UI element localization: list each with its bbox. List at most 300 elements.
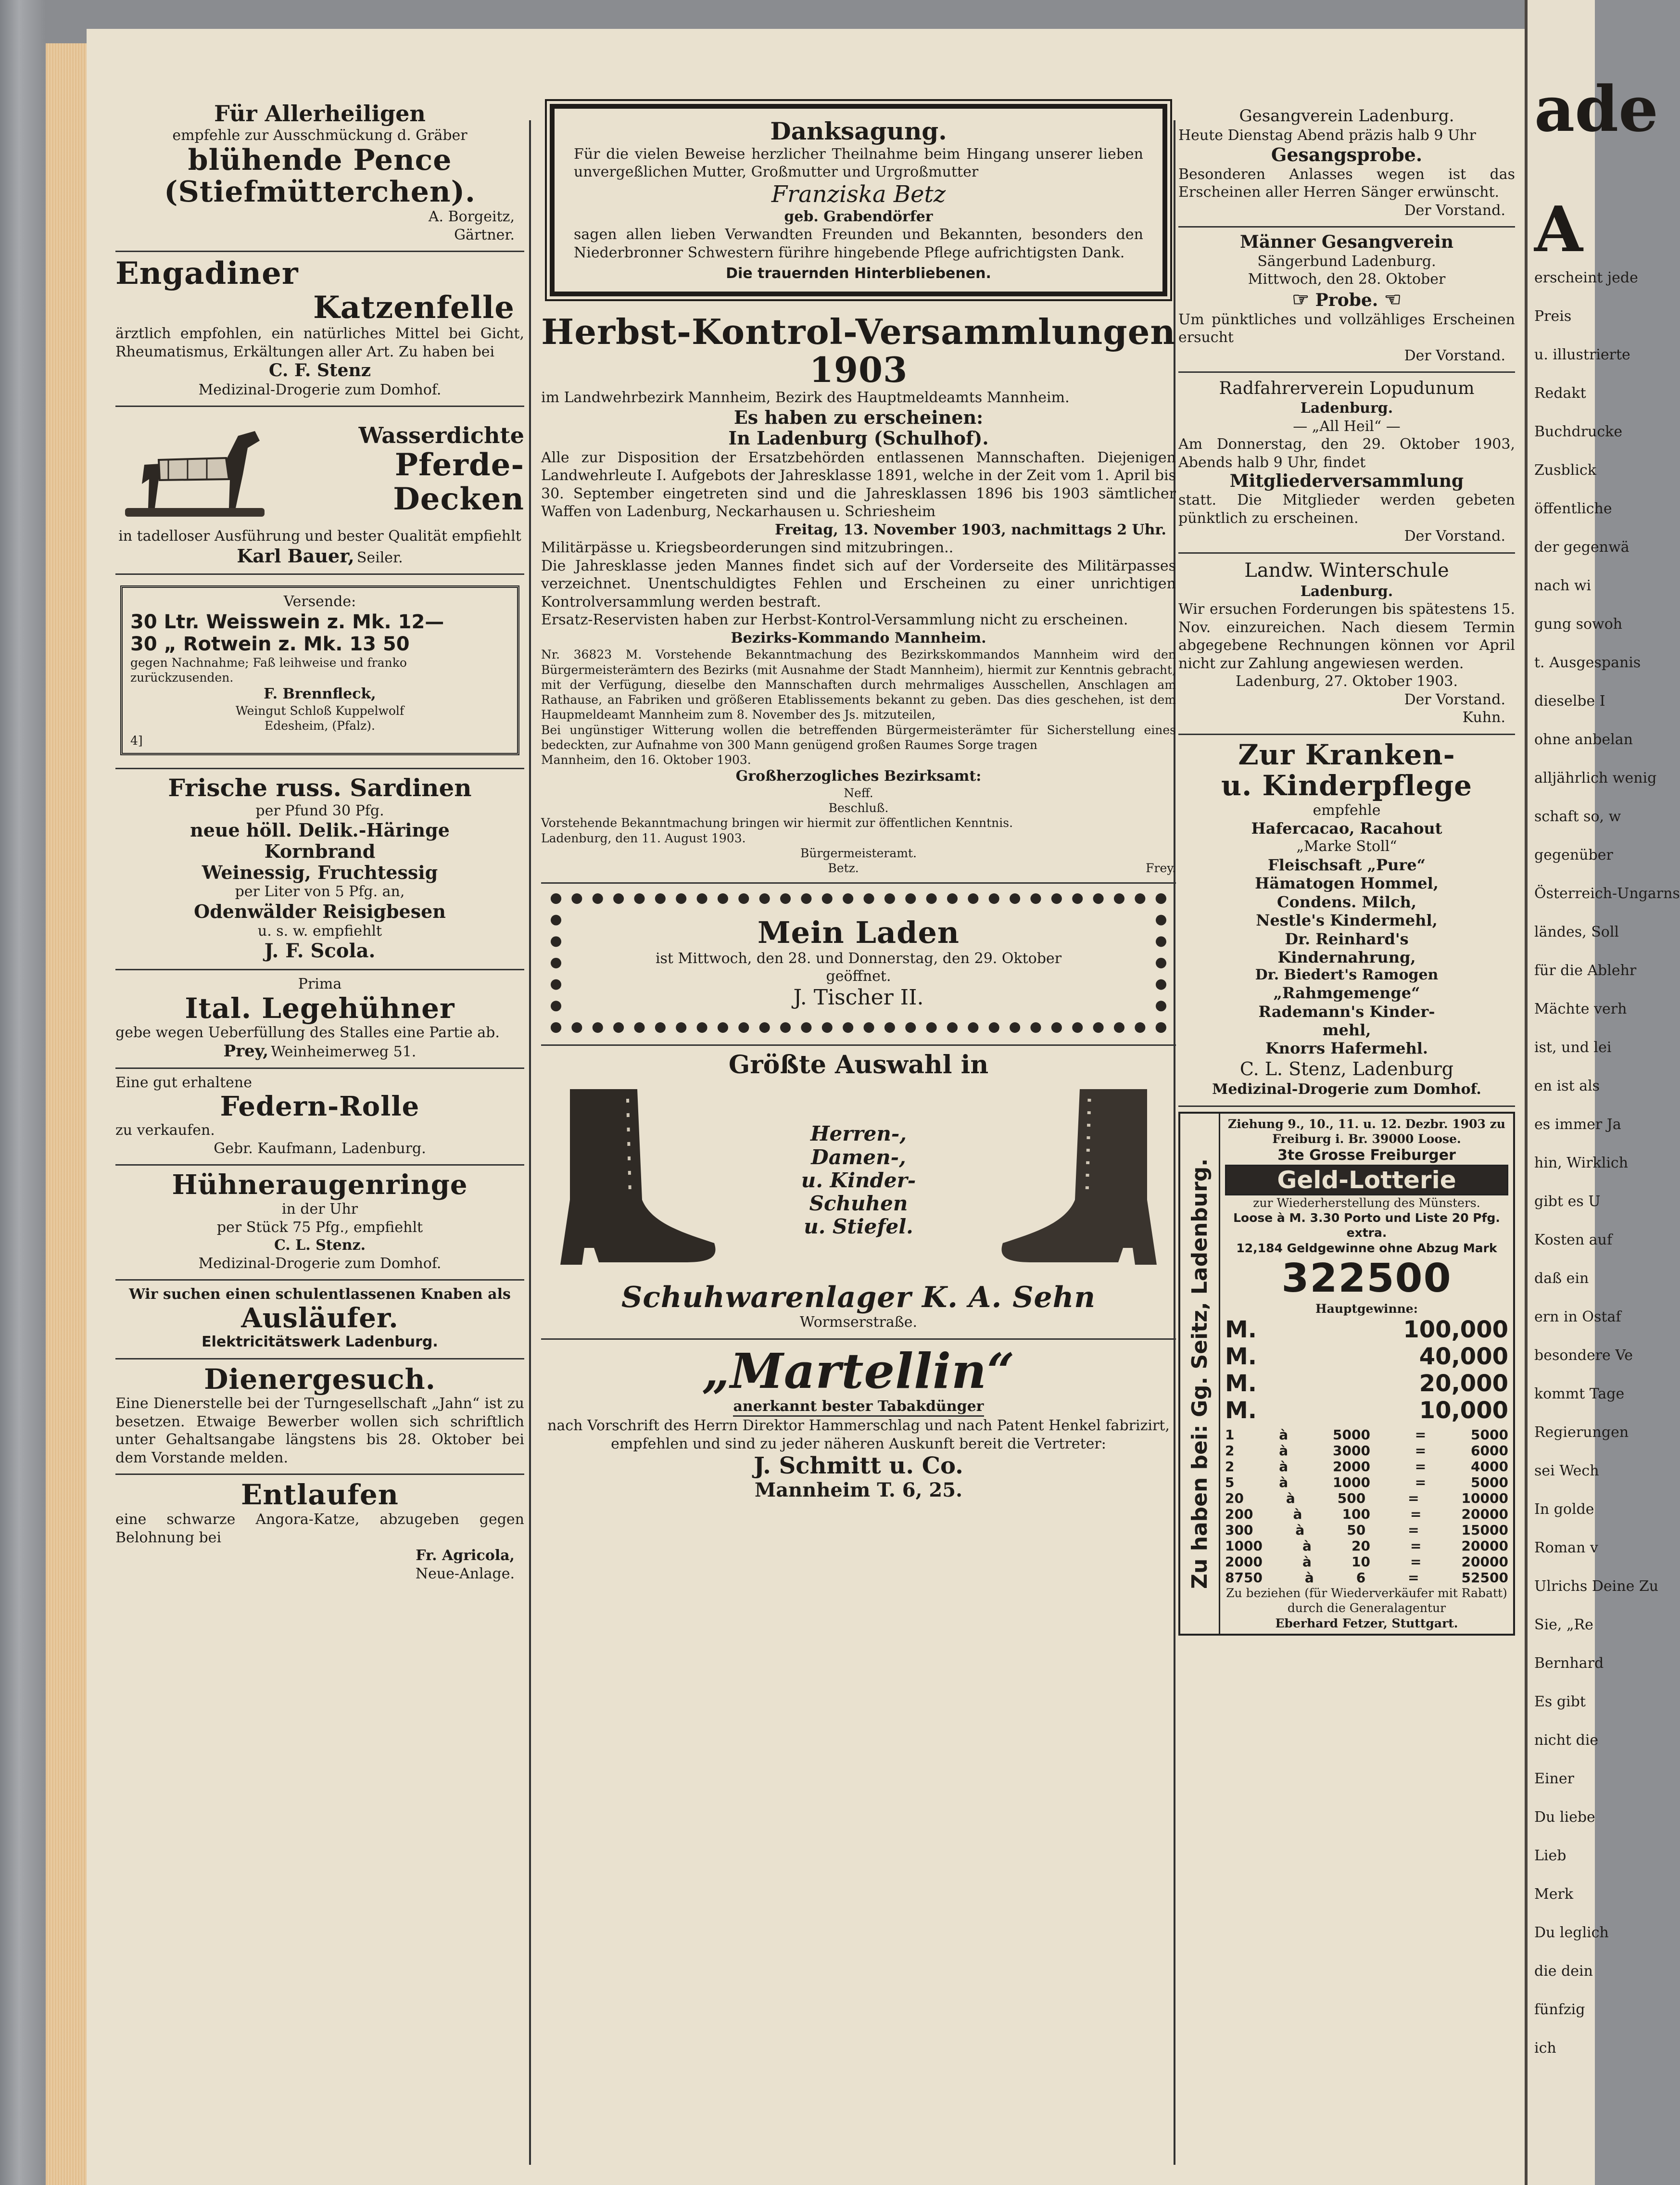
prize-cell: = [1408,1490,1419,1507]
ad-advertiser: J. Tischer II. [793,985,924,1010]
ad-katzenfelle [115,252,524,407]
product-item: Condens. Milch, [1277,892,1416,911]
ad-text: eine schwarze Angora-Katze, abzugeben gegen Belohnung bei [115,1511,524,1546]
notice-text: Ersatz-Reservisten haben zur Herbst-Kontrol-Versammlung nicht zu erscheinen. [541,611,1128,629]
ad-advertiser: F. Brennfleck, [264,686,376,703]
ad-schuhe [541,1046,1176,1339]
currency-label: M. [1225,1397,1257,1424]
ad-headline: (Stiefmütterchen). [164,175,476,209]
prize-cell: 2 [1225,1459,1235,1475]
notice-gesangverein [1178,101,1515,228]
lottery-total: 322500 [1281,1255,1452,1301]
ad-text: in der Uhr [281,1201,358,1218]
adjacent-page-line: Ulrichs Deine Zu [1534,1578,1659,1595]
prize-cell: 8750 [1225,1570,1263,1586]
prize-cell: = [1415,1443,1427,1459]
product-item: „Rahmgemenge“ [1273,984,1420,1003]
ad-headline: Dienergesuch. [204,1362,436,1396]
product-item: Rademann's Kinder- [1258,1002,1435,1021]
ad-address: Medizinal-Drogerie zum Domhof. [198,1255,442,1272]
prize-cell: 300 [1225,1522,1253,1538]
prize-table-row [1225,1538,1508,1554]
notice-text: Alle zur Disposition der Ersatzbehörden entlassenen Mannschaften. Diejenigen Landwehrleute I. Aufgebots der Jahresklasse 1891, welche in der Zeit vom 1. April bis 30. September eingetreten sind und die Jahresklassen 1896 bis 1903 sämtlicher Waffen von Ladenburg, Neckarhausen u. Schriesheim [541,449,1176,521]
notice-text: — „All Heil“ — [1293,418,1401,435]
adjacent-page-line: Buchdrucke [1534,423,1623,440]
prize-amount: 10,000 [1419,1397,1508,1424]
notice-signature: Frey. [1146,861,1176,876]
notice-text: Nr. 36823 M. Vorstehende Bekanntmachung des Bezirkskommandos Mannheim wird den Bürgermeisterämtern des Bezirks (mit Ausnahme der Stadt Mannheim), hiermit zur Kenntnis gebracht, mit der Verfügung, dieselbe den Mannschaften durch mehrmaliges Ausschellen, Anschlagen am Rathause, an Fabriken und größeren Etablissements bekannt zu geben. Das dies geschehen, ist dem Haupmeldeamt Mannheim zum 8. November des Js. mitzuteilen, [541,648,1176,722]
adjacent-page-line: A [1534,192,1583,266]
ad-heading: Eine gut erhaltene [115,1074,253,1092]
ad-entlaufen [115,1475,524,1589]
prize-cell: 10000 [1461,1490,1508,1507]
prize-cell: 5000 [1471,1474,1508,1491]
ad-advertiser: A. Borgeitz, [428,208,515,226]
notice-date: Ladenburg, 27. Oktober 1903. [1235,673,1458,690]
lottery-vendor-strip [1180,1114,1220,1634]
prize-cell: 20 [1351,1538,1370,1554]
ad-product: Odenwälder Reisigbesen [194,900,446,922]
product-item: Knorrs Hafermehl. [1265,1039,1428,1058]
notice-text: Für die vielen Beweise herzlicher Theilnahme beim Hingang unserer lieben unvergeßlichen Mutter, Großmutter und Urgroßmutter [574,145,1143,180]
ad-text: Eine Dienerstelle bei der Turngesellschaft „Jahn“ ist zu besetzen. Etwaige Bewerber wollen sich schriftlich unter Gehaltsangabe längstens bis 28. Oktober bei dem Vorstande melden. [115,1395,524,1466]
notice-text: Die Jahresklasse jeden Mannes findet sich auf der Vorderseite des Militärpasses verzeichnet. Unentschuldigtes Fehlen und Erscheinen zu einer unrichtigen Kontrolversammlung werden bestraft. [541,557,1176,610]
ad-address: Mannheim T. 6, 25. [754,1479,963,1502]
ad-text: empfehle [1313,801,1381,819]
ad-advertiser-trade: Seiler. [356,549,403,566]
ad-heading: Versende: [283,593,356,610]
prize-cell: 52500 [1461,1570,1508,1586]
ad-krankenpflege [1178,735,1515,1107]
adjacent-page-line: ade [1534,72,1658,146]
wine-offer-red: 30 „ Rotwein z. Mk. 13 50 [130,633,410,655]
ad-text: geöffnet. [826,968,891,985]
notice-text: sagen allen lieben Verwandten Freunden und Bekannten, besonders den Niederbronner Schwestern fürihre hingebende Pflege aufrichtigsten Dank. [574,226,1143,261]
lottery-main-prizes-label: Hauptgewinne: [1315,1301,1418,1316]
ad-headline: Pferde- [394,447,524,483]
prize-table-row [1225,1522,1508,1538]
ad-text: gebe wegen Ueberfüllung des Stalles eine Partie ab. [115,1024,500,1042]
prize-cell: à [1302,1554,1312,1570]
adjacent-page-line: Regierungen [1534,1424,1629,1441]
ad-advertiser-trade: Gärtner. [454,226,515,243]
ad-headline: Zur Kranken- [1238,738,1455,771]
ad-advertiser: J. F. Scola. [264,940,376,963]
notice-title: Radfahrerverein Lopudunum [1219,379,1475,399]
product-item: Dr. Reinhard's [1285,929,1409,948]
notice-signature: Der Vorstand. [1404,202,1505,219]
notice-text: Ladenburg. [1300,400,1393,417]
prize-cell: 5000 [1333,1427,1370,1443]
prize-cell: à [1279,1443,1288,1459]
adjacent-page-line: öffentliche [1534,500,1612,517]
product-item: Hämatogen Hommel, [1255,874,1439,893]
notice-text: Um pünktliches und vollzähliges Erscheinen ersucht [1178,311,1515,346]
adjacent-page-line: hin, Wirklich [1534,1155,1629,1171]
adjacent-page-line: daß ein [1534,1270,1589,1287]
notice-kontrolversammlung [541,308,1176,884]
notice-text: Heute Dienstag Abend präzis halb 9 Uhr [1178,127,1476,144]
ad-address: Medizinal-Drogerie zum Domhof. [1212,1081,1481,1098]
prize-cell: 5 [1225,1474,1235,1491]
prize-cell: à [1302,1538,1312,1554]
prize-cell: 2000 [1225,1554,1263,1570]
prize-cell: = [1415,1474,1427,1491]
prize-cell: 4000 [1471,1459,1508,1475]
notice-signature: Betz. [828,861,859,876]
notice-authority: Bürgermeisteramt. [800,846,917,860]
prize-cell: 2000 [1333,1459,1370,1475]
adjacent-page-line: Roman v [1534,1539,1598,1556]
ad-headline: Ital. Legehühner [185,991,455,1025]
prize-table-row [1225,1490,1508,1506]
adjacent-page-line: die dein [1534,1963,1593,1980]
adjacent-page-line: Bernhard [1534,1655,1604,1672]
product-item: „Marke Stoll“ [1296,838,1397,855]
horse-illustration [115,412,274,527]
notice-heading: Beschluß. [828,801,889,815]
notice-date: Freitag, 13. November 1903, nachmittags 2 Uhr. [775,521,1166,538]
lottery-headline: Geld-Lotterie [1225,1165,1508,1195]
notice-signature: Der Vorstand. [1404,691,1505,708]
prize-cell: 20 [1225,1490,1244,1507]
prize-cell: 50 [1347,1522,1366,1538]
adjacent-page-line: Du leglich [1534,1924,1609,1941]
ad-heading: Prima [298,976,342,993]
prize-cell: 6 [1356,1570,1366,1586]
notice-title: Herbst-Kontrol-Versammlungen 1903 [541,311,1176,390]
column-rule-left [529,120,531,2165]
lottery-distributor: Eberhard Fetzer, Stuttgart. [1275,1616,1458,1630]
ad-advertiser: C. L. Stenz. [274,1237,366,1254]
ad-advertiser: Fr. Agricola, [416,1547,515,1564]
prize-cell: à [1279,1459,1288,1475]
ad-text: ist Mittwoch, den 28. und Donnerstag, den 29. Oktober [655,950,1062,967]
notice-text: Wir ersuchen Forderungen bis spätestens 15. Nov. einzureichen. Nach diesem Termin abgegebene Rechnungen können vor April nicht zur Zahlung angewiesen werden. [1178,601,1515,672]
notice-text: Militärpässe u. Kriegsbeorderungen sind mitzubringen.. [541,539,954,557]
prize-cell: 1000 [1225,1538,1263,1554]
product-item: Hafercacao, Racahout [1251,819,1442,838]
adjacent-page-line: Einer [1534,1770,1574,1787]
ad-headline: Ausläufer. [241,1302,399,1334]
prize-cell: = [1410,1506,1422,1523]
lottery-price: Loose à M. 3.30 Porto und Liste 20 Pfg. extra. [1233,1211,1500,1240]
adjacent-page-line: In golde [1534,1501,1594,1518]
ad-text: gegen Nachnahme; Faß leihweise und franko zurückzusenden. [130,655,407,685]
ad-text: per Stück 75 Pfg., empfiehlt [216,1219,423,1236]
adjacent-page-line: Zusblick [1534,462,1596,479]
prize-cell: à [1286,1490,1295,1507]
ad-headline: Decken [393,481,524,517]
deceased-name: Franziska Betz [771,180,946,208]
ad-geldlotterie [1178,1112,1515,1636]
ad-address: Edesheim, (Pfalz). [265,718,375,733]
notice-heading: Gesangsprobe. [1271,144,1423,165]
ad-headline: „Martellin“ [702,1342,1015,1399]
adjacent-page-line: besondere Ve [1534,1347,1633,1364]
prize-cell: 1000 [1333,1474,1370,1491]
adjacent-page-line: ohne anbelan [1534,731,1633,748]
ad-advertiser: Karl Bauer, [237,545,354,567]
ad-advertiser: Schuhwarenlager K. A. Sehn [621,1281,1096,1315]
prize-table-row [1225,1427,1508,1443]
adjacent-page-line: nach wi [1534,577,1592,594]
prize-table-row [1225,1570,1508,1586]
prize-cell: à [1279,1427,1288,1443]
notice-date: Ladenburg, den 11. August 1903. [541,831,746,845]
adjacent-page-line: der gegenwä [1534,539,1629,556]
notice-authority: Großherzogliches Bezirksamt: [735,768,982,785]
ad-headline: Entlaufen [241,1478,399,1512]
adjacent-page-line: gung sowoh [1534,616,1623,633]
wine-offer-white: 30 Ltr. Weisswein z. Mk. 12— [130,610,444,633]
prize-cell: 3000 [1333,1443,1370,1459]
notice-title: Männer Gesangverein [1239,232,1454,253]
adjacent-page-line: Österreich-Ungarns [1534,885,1680,902]
product-item: mehl, [1322,1021,1371,1040]
prize-cell: 20000 [1461,1506,1508,1523]
adjacent-page-line: fünfzig [1534,2001,1585,2018]
ad-text: per Pfund 30 Pfg. [255,802,384,819]
adjacent-page-line: ich [1534,2040,1556,2057]
page-edge [46,43,89,2185]
prize-cell: = [1408,1570,1419,1586]
right-column [1178,101,1515,1640]
notice-danksagung [550,104,1167,296]
notice-text: Ladenburg. [1300,583,1393,600]
ad-text: empfehle zur Ausschmückung d. Gräber [172,127,467,144]
prize-cell: 20000 [1461,1538,1508,1554]
prize-cell: 200 [1225,1506,1253,1523]
boot-illustration-left [541,1080,724,1282]
wine-box [120,585,519,755]
shoe-category: Herren-, [810,1122,907,1146]
notice-signature: Der Vorstand. [1404,347,1505,364]
notice-text: Vorstehende Bekanntmachung bringen wir hiermit zur öffentlichen Kenntnis. [541,816,1013,830]
ad-advertiser: Gebr. Kaufmann, Ladenburg. [214,1140,426,1157]
notice-title: Danksagung. [770,117,947,145]
adjacent-page-line: Redakt [1534,385,1586,402]
ad-product: Weinessig, Fruchtessig [202,861,438,883]
adjacent-page-line: nicht die [1534,1732,1599,1749]
prize-cell: 100 [1342,1506,1370,1523]
ad-heading: Wir suchen einen schulentlassenen Knaben als [129,1286,511,1303]
adjacent-page-line: Sie, „Re [1534,1616,1593,1633]
adjacent-page-line: für die Ablehr [1534,962,1637,979]
adjacent-page-line: Mächte verh [1534,1001,1627,1017]
prize-cell: à [1279,1474,1288,1491]
prize-amount: 100,000 [1403,1316,1508,1344]
shoe-category: Damen-, [811,1145,906,1169]
lottery-title: 3te Grosse Freiburger [1277,1147,1456,1164]
adjacent-page-line: dieselbe I [1534,693,1605,710]
ad-address: Neue-Anlage. [415,1565,515,1582]
prize-cell: = [1410,1554,1422,1570]
ad-address: Weingut Schloß Kuppelwolf [235,703,404,718]
ad-huehneraugenringe [115,1166,524,1281]
prize-cell: 5000 [1471,1427,1508,1443]
ad-allerheiligen [115,96,524,252]
ad-advertiser: Elektricitätswerk Ladenburg. [202,1334,438,1351]
deceased-maiden-name: geb. Grabendörfer [784,208,933,225]
notice-title: Landw. Winterschule [1244,559,1449,582]
ad-address: Wormserstraße. [799,1314,918,1331]
prize-cell: 1 [1225,1427,1235,1443]
middle-column [541,91,1176,1508]
ad-text: nach Vorschrift des Herrn Direktor Hammerschlag und nach Patent Henkel fabrizirt, empfehlen und sind zu jeder näheren Auskunft bereit die Vertreter: [547,1417,1170,1452]
pointing-hand-icon: ☞ [1292,288,1310,311]
product-item: Kindernahrung, [1277,948,1416,966]
lottery-prize-count: 12,184 Geldgewinne ohne Abzug Mark [1236,1241,1497,1255]
ad-headline: Frische russ. Sardinen [168,774,472,802]
notice-heading: Probe. [1315,290,1378,310]
notice-text: statt. Die Mitglieder werden gebeten pünktlich zu erscheinen. [1178,492,1515,527]
ad-text: ärztlich empfohlen, ein natürliches Mittel bei Gicht, Rheumatismus, Erkältungen aller Art. Zu haben bei [115,325,524,360]
ad-mein-laden [541,884,1176,1046]
adjacent-page-line: ländes, Soll [1534,924,1619,940]
beaded-frame [551,893,1166,1033]
adjacent-page-line: erscheint jede [1534,269,1638,286]
adjacent-page-line: Merk [1534,1886,1573,1903]
prize-amount: 40,000 [1419,1343,1508,1371]
currency-label: M. [1225,1316,1257,1344]
adjacent-page-line: es immer Ja [1534,1116,1621,1133]
notice-signature: Neff. [844,786,873,800]
left-column [115,96,524,1589]
notice-subtitle: im Landwehrbezirk Mannheim, Bezirk des Hauptmeldeamts Mannheim. [541,389,1070,407]
prize-table-row [1225,1474,1508,1490]
prize-cell: 2 [1225,1443,1235,1459]
ad-text: anerkannt bester Tabakdünger [733,1397,984,1417]
ad-text: per Liter von 5 Pfg. an, [235,883,405,901]
notice-signature: Kuhn. [1462,709,1505,726]
notice-winterschule [1178,554,1515,735]
prize-cell: à [1295,1522,1305,1538]
ad-dienergesuch [115,1359,524,1475]
ad-advertiser: C. L. Stenz, Ladenburg [1239,1058,1454,1080]
notice-text: Bei ungünstiger Witterung wollen die betreffenden Bürgermeisterämter für Sicherstellung eines bedeckten, zur Aufnahme von 300 Mann genügend großen Raumes Sorge tragen [541,723,1176,752]
prize-amount: 20,000 [1419,1370,1508,1397]
prize-cell: à [1304,1570,1314,1586]
currency-label: M. [1225,1343,1257,1371]
notice-date: Mittwoch, den 28. Oktober [1248,271,1446,288]
notice-radfahrerverein [1178,373,1515,554]
ad-wein [115,575,524,769]
ad-heading: Für Allerheiligen [214,101,426,127]
ad-federnrolle [115,1069,524,1166]
ad-text: in tadelloser Ausführung und bester Qualität empfiehlt [118,528,521,545]
adjacent-page-line: gegenüber [1534,847,1613,864]
ad-martellin [541,1340,1176,1509]
notice-heading: Mitgliederversammlung [1229,471,1464,492]
adjacent-page-line: Es gibt [1534,1693,1586,1710]
ad-headline: Engadiner [115,255,299,292]
prize-cell: = [1410,1538,1422,1554]
prize-table-row [1225,1443,1508,1459]
adjacent-page-line: kommt Tage [1534,1385,1625,1402]
ad-headline: Federn-Rolle [220,1090,420,1122]
prize-table-row [1225,1554,1508,1570]
ad-heading: Wasserdichte [358,422,524,449]
adjacent-page-line: schaft so, w [1534,808,1621,825]
product-item: Nestle's Kindermehl, [1256,911,1438,930]
notice-maenner-gesangverein [1178,228,1515,373]
prize-cell: = [1408,1522,1419,1538]
prize-cell: 10 [1351,1554,1370,1570]
ad-text: zu verkaufen. [115,1122,215,1139]
ad-product: Kornbrand [264,840,376,862]
adjacent-page-line: u. illustrierte [1534,346,1630,363]
notice-heading: In Ladenburg (Schulhof). [728,427,989,449]
prize-table [1225,1427,1508,1586]
prize-cell: à [1293,1506,1302,1523]
ad-advertiser: C. F. Stenz [268,360,371,381]
prize-cell: 6000 [1471,1443,1508,1459]
prize-cell: 20000 [1461,1554,1508,1570]
lottery-purpose: zur Wiederherstellung des Münsters. [1253,1195,1480,1210]
boot-illustration-right [993,1080,1176,1282]
lottery-vendor: Zu haben bei: Gg. Seitz, Ladenburg. [1187,1158,1212,1589]
adjacent-page-line: t. Ausgespanis [1534,654,1641,671]
prize-cell: = [1415,1427,1427,1443]
adjacent-page-line: Du liebe [1534,1809,1595,1826]
ad-address: Medizinal-Drogerie zum Domhof. [198,381,442,398]
ad-advertiser: Prey, [223,1041,269,1061]
prize-cell: 15000 [1461,1522,1508,1538]
adjacent-page-line: ern in Ostaf [1534,1308,1621,1325]
product-item: Fleischsaft „Pure“ [1268,855,1426,874]
prize-table-row [1225,1459,1508,1474]
ad-headline: Größte Auswahl in [728,1050,989,1080]
prize-table-row [1225,1506,1508,1522]
ad-legehuehner [115,970,524,1069]
adjacent-page-line: Lieb [1534,1847,1566,1864]
ad-address: Weinheimerweg 51. [271,1043,417,1060]
notice-authority: Bezirks-Kommando Mannheim. [731,629,986,647]
ad-auslaeufer [115,1281,524,1359]
ad-number: 4] [130,734,143,748]
lottery-draw-dates: Ziehung 9., 10., 11. u. 12. Dezbr. 1903 zu Freiburg i. Br. 39000 Loose. [1228,1117,1505,1146]
notice-date: Mannheim, den 16. Oktober 1903. [541,753,751,767]
ad-headline: Katzenfelle [313,289,515,326]
notice-text: Sängerbund Ladenburg. [1257,253,1436,270]
notice-text: Am Donnerstag, den 29. Oktober 1903, Abends halb 9 Uhr, findet [1178,436,1515,471]
ad-advertiser: J. Schmitt u. Co. [754,1452,963,1480]
adjacent-page-line: ist, und lei [1534,1039,1612,1056]
ad-headline: Hühneraugenringe [172,1169,468,1201]
adjacent-page-line: Kosten auf [1534,1232,1613,1248]
prize-cell: 500 [1337,1490,1366,1507]
ad-headline: Mein Laden [758,915,960,951]
shoe-category: u. Stiefel. [804,1215,913,1239]
adjacent-page-line: alljährlich wenig [1534,770,1657,787]
adjacent-page-line: sei Wech [1534,1462,1599,1479]
lottery-distributor-text: Zu beziehen (für Wiederverkäufer mit Rabatt) durch die Generalagentur [1226,1586,1507,1615]
notice-heading: Es haben zu erscheinen: [733,406,984,428]
notice-signature: Die trauernden Hinterbliebenen. [726,265,991,282]
adjacent-page-line: gibt es U [1534,1193,1601,1210]
ad-headline: u. Kinderpflege [1221,769,1473,802]
ad-scola [115,769,524,970]
adjacent-page-line: en ist als [1534,1078,1600,1094]
ad-pferdedecken [115,407,524,575]
product-item: Dr. Biedert's Ramogen [1255,966,1439,984]
shoe-category: Schuhen [809,1192,908,1216]
ad-product: neue höll. Delik.-Häringe [190,819,450,841]
notice-signature: Der Vorstand. [1404,528,1505,545]
ad-text: u. s. w. empfiehlt [257,922,382,940]
adjacent-page-fragment [1525,0,1680,2185]
